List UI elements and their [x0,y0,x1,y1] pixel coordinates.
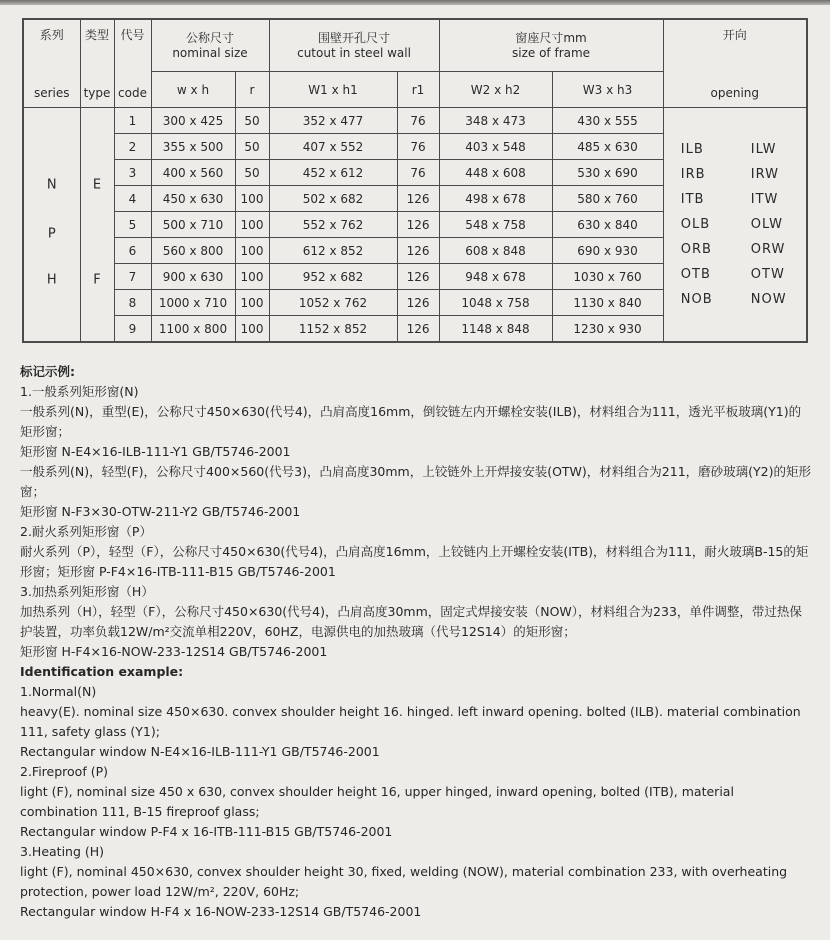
opening-code: ITB [680,192,705,207]
notes-en-paragraph: 1.Normal(N) [20,684,97,699]
opening-code: OLB [680,217,711,232]
header-cutout-zh: 围壁开孔尺寸 [318,30,391,45]
notes-zh-paragraph: 耐火系列（P），轻型（F），公称尺寸450×630(代号4)，凸肩高度16mm，上铰链内上开螺栓安装(ITB)，材料组合为111，耐火玻璃B-15的矩形窗；矩形窗 P-F4×16-ITB-111-B15 GB/T5746-2001 [20,544,809,579]
subheader-r: r [235,72,269,108]
opening-code: IRB [680,167,706,182]
scan-edge-artifact [0,0,830,5]
header-code-en: code [118,85,147,100]
notes-section [20,362,812,922]
cell-w1h1: 552 x 762 [269,212,397,238]
cell-r1: 76 [397,108,439,134]
cell-w1h1: 612 x 852 [269,238,397,264]
header-series [23,19,80,108]
header-frame-zh: 窗座尺寸mm [515,30,587,45]
cell-w3h3: 530 x 690 [552,160,663,186]
cell-w2h2: 403 x 548 [439,134,552,160]
series-label-n: N [46,177,57,193]
cell-w1h1: 952 x 682 [269,264,397,290]
cell-w3h3: 430 x 555 [552,108,663,134]
cell-w2h2: 348 x 473 [439,108,552,134]
opening-code: ORB [680,242,712,257]
header-type-zh: 类型 [84,27,109,42]
cell-w1h1: 1152 x 852 [269,316,397,343]
opening-code: IRW [750,167,779,182]
series-column-cell [23,108,80,343]
cell-code: 7 [114,264,151,290]
opening-code: NOW [750,292,787,307]
notes-zh-paragraph: 矩形窗 H-F4×16-NOW-233-12S14 GB/T5746-2001 [20,644,328,659]
cell-code: 9 [114,316,151,343]
cell-r1: 126 [397,290,439,316]
cell-w3h3: 1030 x 760 [552,264,663,290]
notes-zh-paragraph: 加热系列（H），轻型（F），公称尺寸450×630(代号4)，凸肩高度30mm，固定式焊接安装（NOW），材料组合为233，单件调整，带过热保护装置，功率负载12W/m²交流单相220V，60HZ，电源供电的加热玻璃（代号12S14）的矩形窗； [20,604,802,639]
header-type [80,19,114,108]
cell-wxh: 1100 x 800 [151,316,235,343]
notes-en-paragraph: Rectangular window N-E4×16-ILB-111-Y1 GB/T5746-2001 [20,744,380,759]
cell-w1h1: 452 x 612 [269,160,397,186]
cell-r: 50 [235,134,269,160]
notes-zh-paragraph: 矩形窗 N-F3×30-OTW-211-Y2 GB/T5746-2001 [20,504,301,519]
cell-wxh: 1000 x 710 [151,290,235,316]
type-column-cell [80,108,114,343]
type-label-f: F [93,272,101,288]
notes-zh-paragraph: 矩形窗 N-E4×16-ILB-111-Y1 GB/T5746-2001 [20,444,291,459]
cell-r: 100 [235,212,269,238]
cell-r1: 126 [397,316,439,343]
series-label-h: H [46,272,57,288]
opening-code: OLW [750,217,783,232]
opening-code: ITW [750,192,779,207]
opening-column-cell [663,108,807,343]
series-label-p: P [47,226,56,242]
opening-code: ILB [680,142,704,157]
notes-zh-paragraph: 1.一般系列矩形窗(N) [20,384,139,399]
cell-wxh: 450 x 630 [151,186,235,212]
header-series-zh: 系列 [39,27,64,42]
cell-code: 2 [114,134,151,160]
header-type-en: type [83,85,111,100]
cell-r: 100 [235,290,269,316]
cell-code: 4 [114,186,151,212]
cell-code: 3 [114,160,151,186]
cell-wxh: 400 x 560 [151,160,235,186]
cell-w3h3: 485 x 630 [552,134,663,160]
notes-zh-title: 标记示例: [20,364,75,379]
opening-code: ILW [750,142,777,157]
cell-wxh: 355 x 500 [151,134,235,160]
subheader-w3h3: W3 x h3 [552,72,663,108]
cell-code: 5 [114,212,151,238]
notes-en-paragraph: 3.Heating (H) [20,844,105,859]
cell-r1: 126 [397,238,439,264]
cell-code: 6 [114,238,151,264]
cell-w3h3: 630 x 840 [552,212,663,238]
header-nominal-zh: 公称尺寸 [186,30,235,45]
cell-r: 100 [235,316,269,343]
notes-zh-paragraph: 一般系列(N)，轻型(F)，公称尺寸400×560(代号3)，凸肩高度30mm，上铰链外上开焊接安装(OTW)，材料组合为211，磨砂玻璃(Y2)的矩形窗； [20,464,811,499]
cell-w2h2: 498 x 678 [439,186,552,212]
cell-w3h3: 1230 x 930 [552,316,663,343]
cell-w1h1: 407 x 552 [269,134,397,160]
cell-w3h3: 580 x 760 [552,186,663,212]
notes-en-paragraph: Rectangular window H-F4 x 16-NOW-233-12S14 GB/T5746-2001 [20,904,422,919]
notes-zh-paragraph: 一般系列(N)，重型(E)，公称尺寸450×630(代号4)，凸肩高度16mm，倒铰链左内开螺栓安装(ILB)，材料组合为111，透光平板玻璃(Y1)的矩形窗； [20,404,802,439]
notes-zh-paragraph: 2.耐火系列矩形窗（P） [20,524,152,539]
header-opening [663,19,807,108]
header-code [114,19,151,108]
header-nominal-size [151,19,269,72]
subheader-r1: r1 [397,72,439,108]
cell-r1: 126 [397,186,439,212]
notes-en-paragraph: light (F), nominal size 450 x 630, convex shoulder height 16, upper hinged, inward opening, bolted (ITB), material combination 111, B-15 fireproof glass; [20,784,734,819]
cell-r: 50 [235,160,269,186]
cell-wxh: 560 x 800 [151,238,235,264]
cell-w2h2: 608 x 848 [439,238,552,264]
cell-wxh: 500 x 710 [151,212,235,238]
cell-w1h1: 1052 x 762 [269,290,397,316]
cell-w2h2: 948 x 678 [439,264,552,290]
cell-wxh: 900 x 630 [151,264,235,290]
header-opening-en: opening [710,85,760,100]
cell-w3h3: 690 x 930 [552,238,663,264]
notes-en-paragraph: Rectangular window P-F4 x 16-ITB-111-B15 GB/T5746-2001 [20,824,393,839]
cell-w2h2: 548 x 758 [439,212,552,238]
cell-w2h2: 1048 x 758 [439,290,552,316]
notes-en-title: Identification example: [20,664,184,679]
header-frame-size [439,19,663,72]
cell-r: 50 [235,108,269,134]
opening-code: ORW [750,242,786,257]
header-cutout [269,19,439,72]
cell-w2h2: 448 x 608 [439,160,552,186]
notes-en-paragraph: heavy(E). nominal size 450×630. convex shoulder height 16. hinged. left inward opening. bolted (ILB). material combination 111, safety glass (Y1); [20,704,801,739]
notes-en-paragraph: 2.Fireproof (P) [20,764,108,779]
window-spec-table [22,18,808,343]
opening-code: OTB [680,267,711,282]
cell-code: 1 [114,108,151,134]
notes-en-paragraph: light (F), nominal 450×630, convex shoulder height 30, fixed, welding (NOW), material combination 233, with overheating protection, power load 12W/m², 220V, 60Hz; [20,864,788,899]
cell-r1: 76 [397,160,439,186]
cell-w1h1: 502 x 682 [269,186,397,212]
subheader-w1h1: W1 x h1 [269,72,397,108]
cell-w3h3: 1130 x 840 [552,290,663,316]
cell-r1: 126 [397,264,439,290]
cell-w2h2: 1148 x 848 [439,316,552,343]
cell-r1: 126 [397,212,439,238]
subheader-w2h2: W2 x h2 [439,72,552,108]
header-series-en: series [33,85,70,100]
header-code-zh: 代号 [120,27,145,42]
type-label-e: E [92,177,102,193]
cell-r: 100 [235,238,269,264]
opening-code: OTW [750,267,785,282]
cell-r1: 76 [397,134,439,160]
opening-code: NOB [680,292,713,307]
header-frame-en: size of frame [512,45,591,60]
notes-zh-paragraph: 3.加热系列矩形窗（H） [20,584,154,599]
cell-wxh: 300 x 425 [151,108,235,134]
cell-r: 100 [235,186,269,212]
subheader-wxh: w x h [151,72,235,108]
cell-code: 8 [114,290,151,316]
cell-w1h1: 352 x 477 [269,108,397,134]
table-row [23,108,807,134]
header-nominal-en: nominal size [172,45,248,60]
header-cutout-en: cutout in steel wall [297,45,411,60]
header-opening-zh: 开向 [722,27,747,42]
cell-r: 100 [235,264,269,290]
